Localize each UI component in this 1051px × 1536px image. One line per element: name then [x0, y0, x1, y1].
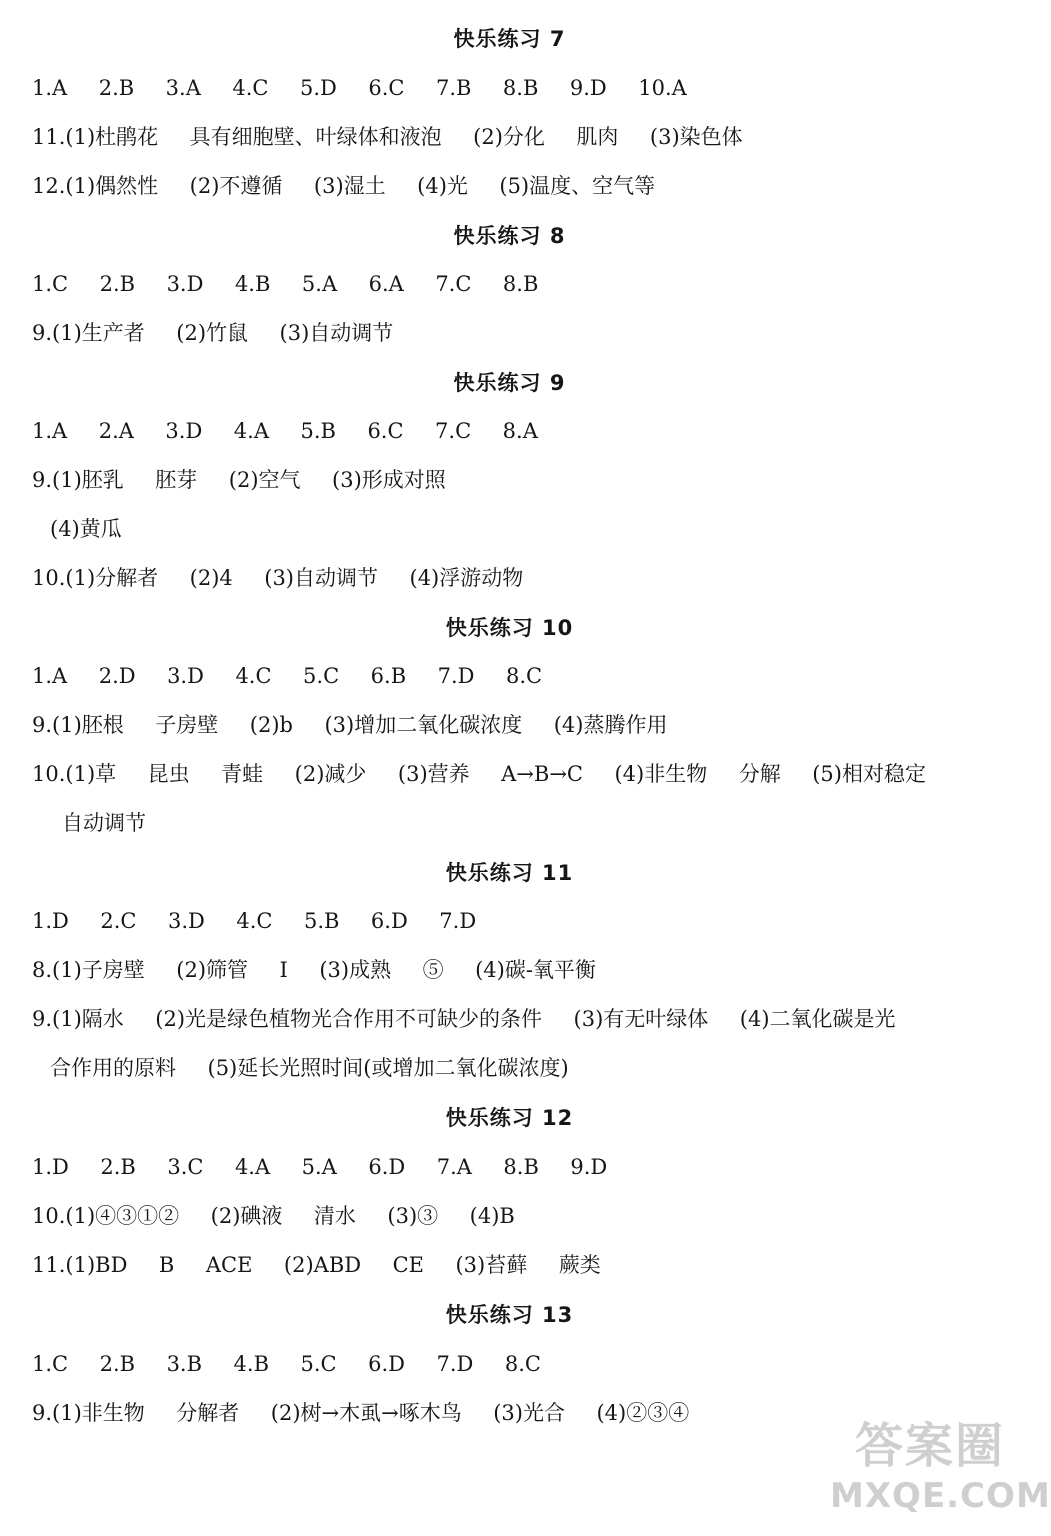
- section-title: 快乐练习 8: [453, 224, 566, 248]
- answer-line: 自动调节: [62, 811, 146, 835]
- answer-line: 10.(1)草 昆虫 青蛙 (2)减少 (3)营养 A→B→C (4)非生物 分解 (5)相对稳定: [32, 762, 926, 786]
- answer-line: 9.(1)胚根 子房壁 (2)b (3)增加二氧化碳浓度 (4)蒸腾作用: [32, 713, 668, 737]
- answer-line: 1.C 2.B 3.D 4.B 5.A 6.A 7.C 8.B: [32, 272, 539, 296]
- answer-line: 9.(1)隔水 (2)光是绿色植物光合作用不可缺少的条件 (3)有无叶绿体 (4)二氧化碳是光: [32, 1007, 896, 1031]
- watermark-domain: MXQE.COM: [830, 1476, 1051, 1516]
- watermark-logo-text: 答案圈: [854, 1418, 1005, 1474]
- answer-line: 1.A 2.D 3.D 4.C 5.C 6.B 7.D 8.C: [32, 664, 543, 688]
- answer-line: (4)黄瓜: [50, 517, 122, 541]
- section-title: 快乐练习 11: [445, 861, 574, 885]
- section-title: 快乐练习 13: [445, 1303, 574, 1327]
- answer-line: 12.(1)偶然性 (2)不遵循 (3)湿土 (4)光 (5)温度、空气等: [32, 174, 656, 198]
- answer-line: 9.(1)胚乳 胚芽 (2)空气 (3)形成对照: [32, 468, 446, 492]
- answer-line: 1.A 2.A 3.D 4.A 5.B 6.C 7.C 8.A: [32, 419, 538, 443]
- section-title: 快乐练习 10: [445, 616, 574, 640]
- answer-line: 8.(1)子房壁 (2)筛管 Ⅰ (3)成熟 ⑤ (4)碳-氧平衡: [32, 958, 596, 982]
- section-title: 快乐练习 9: [453, 371, 566, 395]
- answer-line: 合作用的原料 (5)延长光照时间(或增加二氧化碳浓度): [50, 1056, 569, 1080]
- answer-line: 11.(1)杜鹃花 具有细胞壁、叶绿体和液泡 (2)分化 肌肉 (3)染色体: [32, 125, 743, 149]
- answer-line: 1.D 2.C 3.D 4.C 5.B 6.D 7.D: [32, 909, 477, 933]
- section-title: 快乐练习 12: [445, 1106, 574, 1130]
- answer-line: 10.(1)④③①② (2)碘液 清水 (3)③ (4)B: [32, 1204, 515, 1228]
- answer-line: 1.D 2.B 3.C 4.A 5.A 6.D 7.A 8.B 9.D: [32, 1155, 608, 1179]
- answer-line: 10.(1)分解者 (2)4 (3)自动调节 (4)浮游动物: [32, 566, 524, 590]
- section-title: 快乐练习 7: [453, 27, 566, 51]
- answer-line: 11.(1)BD B ACE (2)ABD CE (3)苔藓 蕨类: [32, 1253, 601, 1277]
- answer-line: 1.A 2.B 3.A 4.C 5.D 6.C 7.B 8.B 9.D 10.A: [32, 76, 687, 100]
- answer-line: 9.(1)生产者 (2)竹鼠 (3)自动调节: [32, 321, 394, 345]
- answer-line: 9.(1)非生物 分解者 (2)树→木虱→啄木鸟 (3)光合 (4)②③④: [32, 1401, 690, 1425]
- answer-line: 1.C 2.B 3.B 4.B 5.C 6.D 7.D 8.C: [32, 1352, 541, 1376]
- site-watermark: [830, 1416, 1051, 1528]
